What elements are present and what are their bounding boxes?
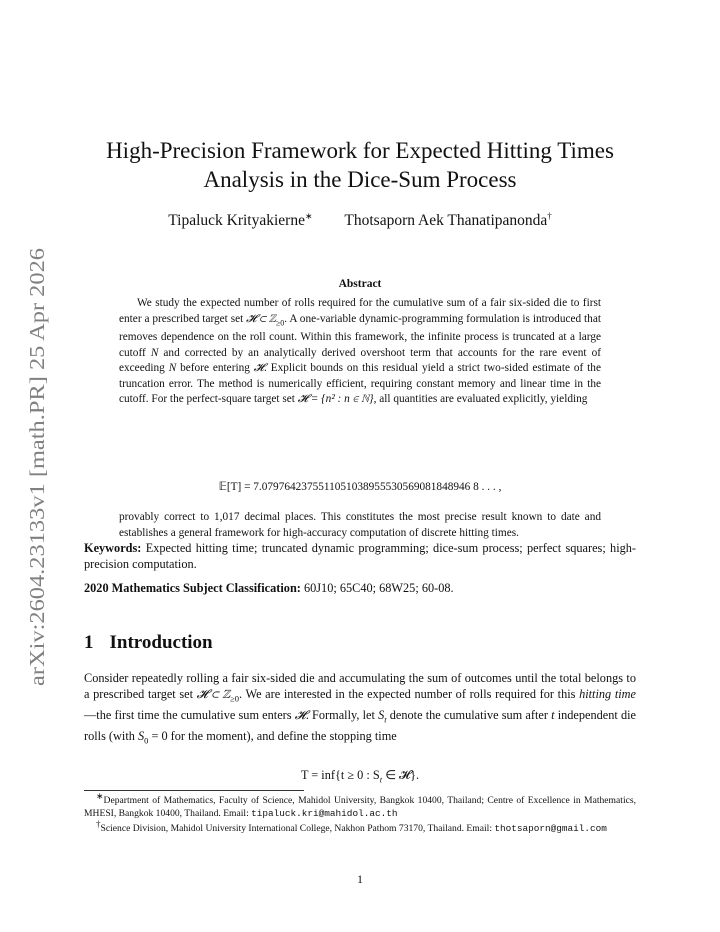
keywords	[84, 540, 636, 573]
intro-paragraph: Consider repeatedly rolling a fair six-sided die and accumulating the sum of outcomes until the total belongs to a prescribed target set 𝓗 ⊂ ℤ$_{\ge 0}$. We are interested in the expected number of rolls required for this hitting time—the first time the cumulative sum enters 𝓗. Formally, let $S_t$ denote the cumulative sum after t independent die rolls (with $S_0 = 0$ for the moment), and define the stopping time	[84, 671, 637, 746]
author-2-footnote-mark: †	[547, 210, 552, 221]
title-line-2: Analysis in the Dice-Sum Process	[203, 167, 517, 192]
author-1: Tipaluck Krityakierne∗	[168, 210, 313, 229]
hitting-time-term: hitting time	[579, 687, 637, 702]
msc-label: 2020 Mathematics Subject Classification:	[84, 581, 301, 595]
author-2: Thotsaporn Aek Thanatipanonda†	[344, 210, 552, 229]
page-number: 1	[357, 872, 363, 886]
section-heading	[84, 632, 213, 654]
keywords-label: Keywords:	[84, 541, 142, 555]
arxiv-stamp	[10, 246, 58, 686]
author-1-footnote-mark: ∗	[304, 210, 313, 221]
footnote-2: †Science Division, Mahidol University International College, Nakhon Pathom 73170, Thailand. Email: thotsaporn@gmail.com	[96, 818, 607, 834]
abstract-paragraph-1: We study the expected number of rolls required for the cumulative sum of a fair six-sided die to first enter a prescribed target set 𝓗 ⊂ ℤ$_{\ge 0}$. A one-variable dynamic-programming formulation is introduced that removes dependence on the roll count. Within this framework, the infinite process is truncated at a large cutoff N and corrected by an analytically derived overshoot term that accounts for the rare event of exceeding N before entering 𝓗. Explicit bounds on this residual yield a strict two-sided estimate of the truncation error. The method is numerically efficient, requiring constant memory and linear time in the cutoff. For the perfect-square target set 𝓗 = {n² : n ∈ ℕ}, all quantities are evaluated explicitly, yielding	[119, 297, 602, 406]
title-line-1: High-Precision Framework for Expected Hitting Times	[106, 138, 614, 163]
footnote-divider	[84, 790, 304, 791]
paper-title	[84, 136, 636, 194]
author-list	[84, 212, 636, 230]
stopping-time-formula: T = inf{t ≥ 0 : $S_t$ ∈ 𝓗}.	[300, 768, 420, 785]
arxiv-identifier: arXiv:2604.23133v1 [math.PR] 25 Apr 2026	[25, 309, 49, 686]
email-link-1[interactable]: tipaluck.kri@mahidol.ac.th	[251, 807, 398, 819]
keywords-text: Expected hitting time; truncated dynamic programming; dice-sum process; perfect squares; high-precision computation.	[84, 541, 636, 572]
footnote-1: ∗Department of Mathematics, Faculty of Science, Mahidol University, Bangkok 10400, Thailand; Centre of Excellence in Mathematics, MHESI, Bangkok 10400, Thailand. Email: tipaluck.kri@mahidol.ac.th	[84, 790, 636, 819]
expected-value-formula: 𝔼[T] = 7.0797642375511051038955530569081848946 8 . . . ,	[218, 481, 502, 493]
abstract-paragraph-2: provably correct to 1,017 decimal places. This constitutes the most precise result known to date and establishes a general framework for high-accuracy computation of discrete hitting times.	[119, 511, 601, 539]
section-title: Introduction	[109, 632, 213, 653]
section-number: 1	[84, 632, 94, 653]
msc-classification	[84, 580, 636, 596]
abstract-heading: Abstract	[338, 278, 382, 290]
email-link-2[interactable]: thotsaporn@gmail.com	[494, 823, 607, 834]
msc-codes: 60J10; 65C40; 68W25; 60-08.	[303, 581, 454, 595]
